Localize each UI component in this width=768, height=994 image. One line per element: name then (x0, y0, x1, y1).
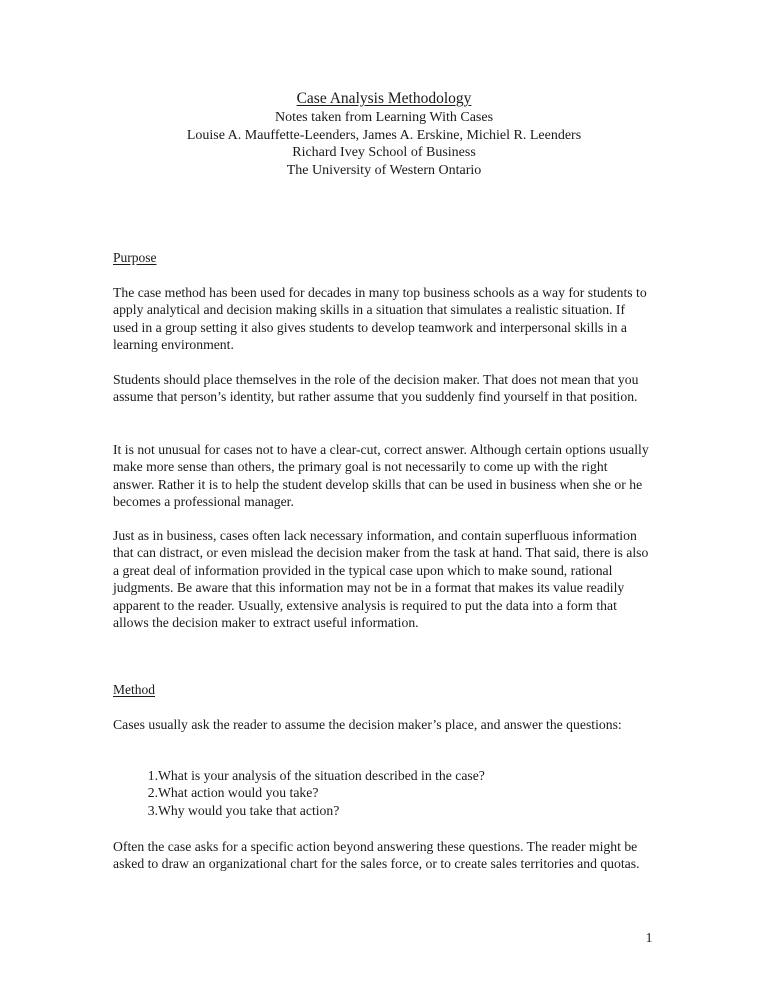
section-method-heading-wrap (113, 681, 651, 699)
page-number-footer (0, 930, 768, 946)
purpose-paragraph-1-wrap (113, 284, 651, 354)
list-item-label: What action would you take? (158, 785, 319, 801)
purpose-paragraph-4-wrap (113, 527, 651, 631)
list-item (113, 802, 651, 819)
method-intro-paragraph: Cases usually ask the reader to assume the decision maker’s place, and answer the questions: (113, 717, 622, 732)
method-question-list (113, 767, 651, 819)
method-intro-wrap (113, 716, 651, 733)
purpose-paragraph-2-wrap (113, 371, 651, 406)
method-closing-wrap (113, 838, 651, 873)
method-closing-paragraph: Often the case asks for a specific action beyond answering these questions. The reader might be asked to draw an organizational chart for the sales force, or to create sales territories and quotas. (113, 839, 640, 872)
list-item-number: 3. (147, 802, 158, 818)
page-number-value: 1 (645, 930, 653, 945)
list-item-label: Why would you take that action? (158, 802, 340, 818)
document-subtitle-school: Richard Ivey School of Business (292, 145, 476, 160)
document-subtitle-source: Notes taken from Learning With Cases (274, 110, 494, 125)
document-header (0, 89, 768, 179)
document-subtitle-authors: Louise A. Mauffette-Leenders, James A. Erskine, Michiel R. Leenders (186, 127, 582, 143)
section-heading-method: Method (113, 682, 155, 697)
method-questions-wrap (113, 767, 651, 819)
list-item-number: 2. (147, 785, 158, 801)
purpose-paragraph-3-wrap (113, 441, 651, 511)
list-item (113, 767, 651, 784)
document-title: Case Analysis Methodology (296, 90, 472, 107)
list-item-label: What is your analysis of the situation described in the case? (158, 768, 485, 783)
section-purpose-heading-wrap (113, 249, 651, 267)
purpose-paragraph-3: It is not unusual for cases not to have a clear-cut, correct answer. Although certain options usually make more sense than others, the primary goal is not necessarily to come up with the right answer. Rather it is to help the student develop skills that can be used in business when she or he becomes a professional manager. (113, 442, 649, 510)
purpose-paragraph-1: The case method has been used for decades in many top business schools as a way for students to apply analytical and decision making skills in a situation that simulates a realistic situation. If used in a group setting it also gives students to develop teamwork and interpersonal skills in a learning environment. (113, 285, 647, 353)
list-item-number: 1. (147, 768, 158, 783)
purpose-paragraph-2: Students should place themselves in the role of the decision maker. That does not mean that you assume that person’s identity, but rather assume that you suddenly find yourself in that position. (113, 372, 639, 405)
document-subtitle-university: The University of Western Ontario (286, 162, 482, 178)
purpose-paragraph-4: Just as in business, cases often lack necessary information, and contain superfluous information that can distract, or even mislead the decision maker from the task at hand. That said, there is also a great deal of information provided in the typical case upon which to make sound, rational judgments. Be aware that this information may not be in a format that makes its value readily apparent to the reader. Usually, extensive analysis is required to put the data into a form that allows the decision maker to extract useful information. (113, 528, 649, 631)
section-heading-purpose: Purpose (113, 250, 157, 265)
list-item (113, 784, 651, 801)
